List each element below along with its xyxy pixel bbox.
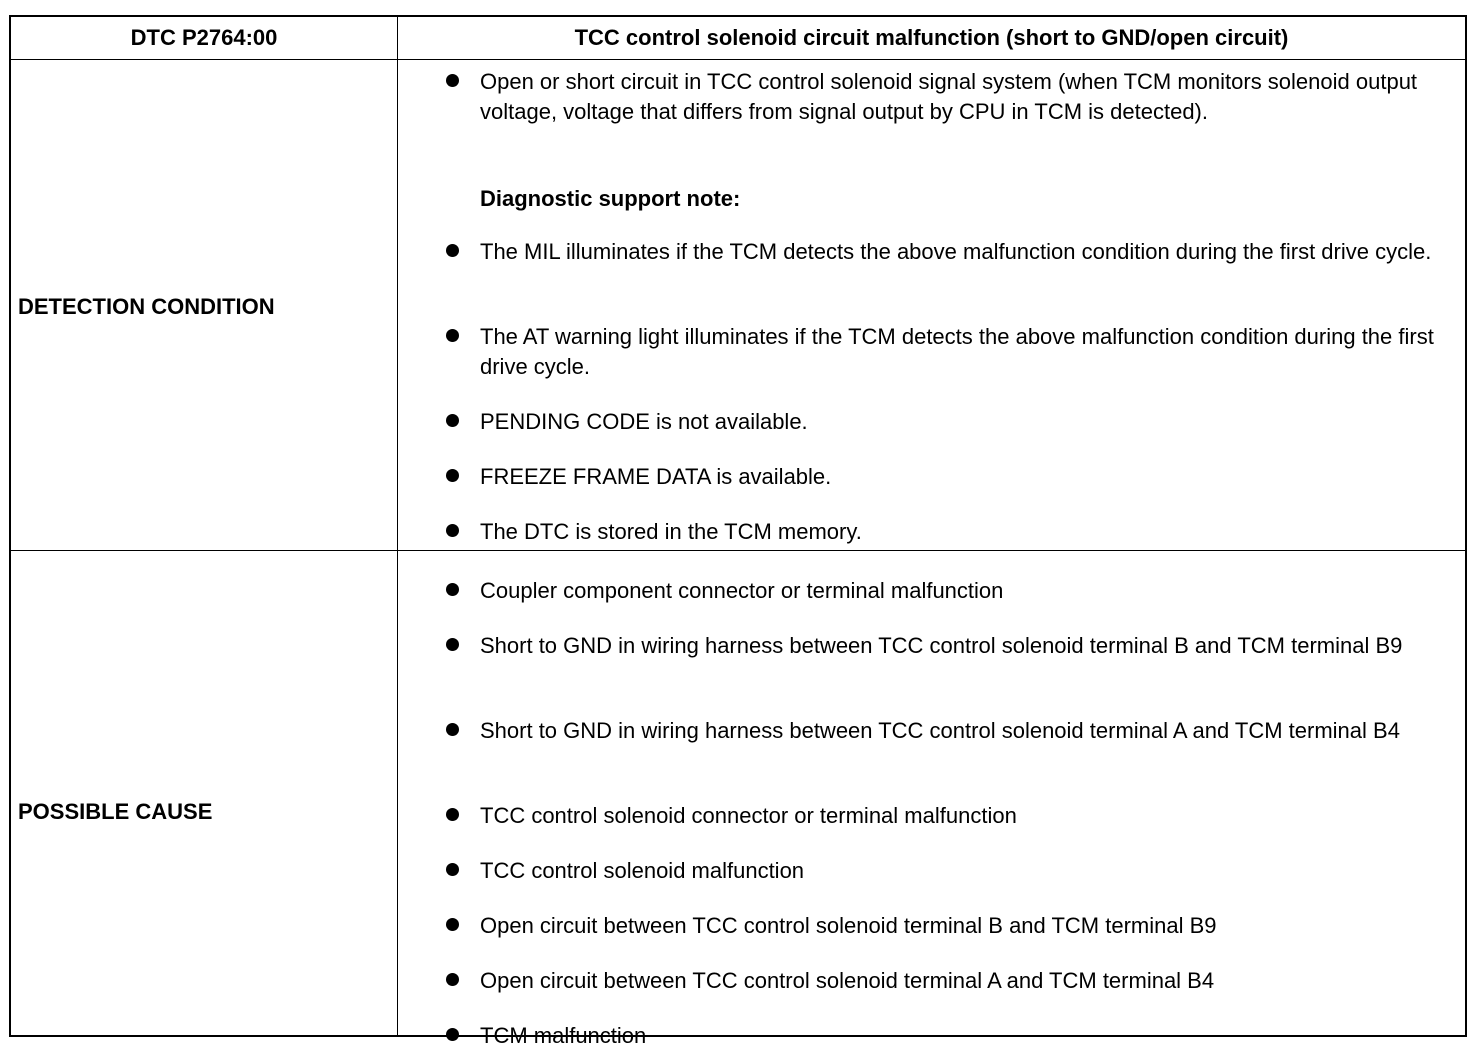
dtc-code: DTC P2764:00	[11, 17, 398, 59]
dtc-table	[9, 15, 1467, 1048]
cause-content-cell	[398, 551, 1465, 1048]
list-item: FREEZE FRAME DATA is available.	[480, 464, 832, 489]
bullet-icon	[446, 808, 459, 821]
list-item: The MIL illuminates if the TCM detects the above malfunction condition during the first drive cycle.	[480, 239, 1432, 264]
table-header-row	[11, 17, 1465, 60]
list-item: Open or short circuit in TCC control solenoid signal system (when TCM monitors solenoid output voltage, voltage that differs from signal output by CPU in TCM is detected).	[480, 69, 1418, 124]
bullet-icon	[446, 1028, 459, 1041]
detection-condition-label: DETECTION CONDITION	[18, 294, 275, 319]
list-item: PENDING CODE is not available.	[480, 409, 808, 434]
bullet-icon	[446, 524, 459, 537]
possible-cause-label: POSSIBLE CAUSE	[18, 799, 213, 824]
detection-condition-row	[11, 60, 1465, 551]
list-item: Coupler component connector or terminal malfunction	[480, 578, 1004, 603]
bullet-icon	[446, 638, 459, 651]
bullet-icon	[446, 583, 459, 596]
list-item: TCM malfunction	[480, 1023, 647, 1048]
bullet-icon	[446, 469, 459, 482]
cause-label-cell	[11, 551, 398, 1037]
list-item: TCC control solenoid connector or terminal malfunction	[480, 803, 1017, 828]
detection-content-cell	[398, 60, 1465, 550]
list-item: Short to GND in wiring harness between TCC control solenoid terminal A and TCM terminal B4	[480, 718, 1400, 743]
bullet-icon	[446, 74, 459, 87]
detection-label-cell	[11, 60, 398, 550]
dtc-description: TCC control solenoid circuit malfunction (short to GND/open circuit)	[574, 25, 1289, 50]
bullet-icon	[446, 918, 459, 931]
bullet-icon	[446, 414, 459, 427]
diagnostic-note-heading: Diagnostic support note:	[480, 186, 741, 211]
list-item: The AT warning light illuminates if the TCM detects the above malfunction condition during the first drive cycle.	[480, 324, 1434, 379]
list-item: TCC control solenoid malfunction	[480, 858, 805, 883]
list-item: Open circuit between TCC control solenoid terminal B and TCM terminal B9	[480, 913, 1217, 938]
bullet-icon	[446, 244, 459, 257]
list-item: Open circuit between TCC control solenoid terminal A and TCM terminal B4	[480, 968, 1215, 993]
bullet-icon	[446, 723, 459, 736]
list-item: Short to GND in wiring harness between TCC control solenoid terminal B and TCM terminal B9	[480, 633, 1403, 658]
possible-cause-row	[11, 551, 1465, 1048]
bullet-icon	[446, 329, 459, 342]
bullet-icon	[446, 973, 459, 986]
bullet-icon	[446, 863, 459, 876]
list-item: The DTC is stored in the TCM memory.	[480, 519, 862, 544]
